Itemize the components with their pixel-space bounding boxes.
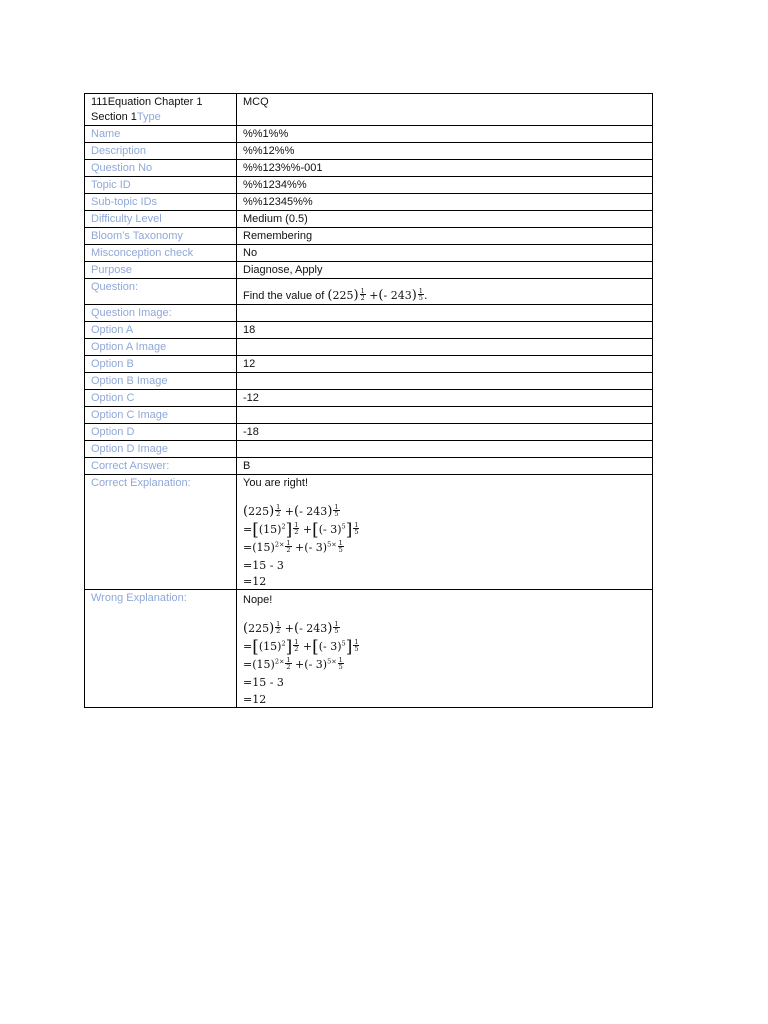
row-label: Option B Image <box>85 373 237 390</box>
frac-den: 5 <box>334 627 339 635</box>
row-label: Purpose <box>85 262 237 279</box>
correct-explanation-row <box>85 475 653 590</box>
row-value: B <box>237 458 653 475</box>
frac-num: 1 <box>334 503 339 511</box>
math-line-4: =15 - 3 <box>243 559 284 572</box>
frac-den: 5 <box>338 663 343 671</box>
exponent-fraction <box>338 657 344 670</box>
exponent-fraction <box>275 621 281 634</box>
math-exp: 2 <box>274 657 279 666</box>
math-root: 15 <box>263 523 278 536</box>
row-value <box>237 339 653 356</box>
row-label: Option B <box>85 356 237 373</box>
math-root: - 3 <box>308 658 323 671</box>
row-value: %%12345%% <box>237 194 653 211</box>
table-row <box>85 424 653 441</box>
exponent-fraction <box>293 639 299 652</box>
table-row <box>85 458 653 475</box>
frac-num: 1 <box>276 503 281 511</box>
math-base: 225 <box>248 622 270 635</box>
exponent-fraction <box>293 522 299 535</box>
row-label: Option C <box>85 390 237 407</box>
frac-den: 5 <box>334 510 339 518</box>
question-expression: (225) $\frac{1}{2}$ +(- 243) $\frac{1}{5}$ . <box>327 287 428 303</box>
math-base: 225 <box>332 289 354 302</box>
exponent-fraction <box>360 288 366 301</box>
row-value <box>237 441 653 458</box>
question-value <box>237 279 653 305</box>
row-label: Sub-topic IDs <box>85 194 237 211</box>
math-exp: 2 <box>281 639 286 648</box>
frac-den: 5 <box>354 528 359 536</box>
frac-num: 1 <box>286 656 291 664</box>
table-row <box>85 441 653 458</box>
table-row <box>85 322 653 339</box>
math-exp: 2 <box>281 522 286 531</box>
math-line-3: $=(15)^{2\times}$ $\frac{1}{2}$ +(- 3)$^{5\times}$ $\frac{1}{5}$ <box>243 656 343 671</box>
type-value: MCQ <box>237 94 653 126</box>
frac-num: 1 <box>286 539 291 547</box>
exponent-fraction <box>285 540 291 553</box>
math-line-3: $=(15)^{2\times}$ $\frac{1}{2}$ +(- 3)$^{5\times}$ $\frac{1}{5}$ <box>243 539 343 554</box>
row-label: Question No <box>85 160 237 177</box>
wrong-explanation-label: Wrong Explanation: <box>85 590 237 708</box>
frac-num: 1 <box>334 620 339 628</box>
row-value <box>237 373 653 390</box>
row-label: Description <box>85 143 237 160</box>
table-row <box>85 126 653 143</box>
frac-num: 1 <box>418 287 423 295</box>
table-row <box>85 245 653 262</box>
frac-num: 1 <box>360 287 365 295</box>
frac-num: 1 <box>294 521 299 529</box>
frac-den: 2 <box>294 528 299 536</box>
header-row <box>85 94 653 126</box>
question-text <box>243 288 646 304</box>
correct-explanation-value <box>237 475 653 590</box>
exponent-fraction <box>353 522 359 535</box>
row-label: Correct Answer: <box>85 458 237 475</box>
wrong-explanation-math <box>243 620 646 707</box>
wrong-explanation-value <box>237 590 653 708</box>
row-value: -18 <box>237 424 653 441</box>
row-value: Remembering <box>237 228 653 245</box>
exponent-fraction <box>418 288 424 301</box>
math-exp: 5 <box>341 522 346 531</box>
table-row <box>85 194 653 211</box>
frac-num: 1 <box>276 620 281 628</box>
row-label: Question Image: <box>85 305 237 322</box>
math-root: 15 <box>256 541 271 554</box>
frac-num: 1 <box>338 656 343 664</box>
math-line-1: (225) $\frac{1}{2}$ +(- 243) $\frac{1}{5}$ <box>243 503 339 519</box>
math-line-5: =12 <box>243 693 267 706</box>
row-label: Bloom’s Taxonomy <box>85 228 237 245</box>
exponent-fraction <box>333 621 339 634</box>
frac-den: 2 <box>276 510 281 518</box>
table-row <box>85 305 653 322</box>
wrong-explanation-row <box>85 590 653 708</box>
math-root: - 3 <box>323 640 338 653</box>
row-value: %%12%% <box>237 143 653 160</box>
question-prefix: Find the value of <box>243 290 325 302</box>
math-base: 225 <box>248 505 270 518</box>
exponent-fraction <box>285 657 291 670</box>
row-label: Misconception check <box>85 245 237 262</box>
row-value: -12 <box>237 390 653 407</box>
row-label: Option D Image <box>85 441 237 458</box>
row-value: Medium (0.5) <box>237 211 653 228</box>
question-row <box>85 279 653 305</box>
table-row <box>85 390 653 407</box>
math-line-2: $=[(15)^2]$ $\frac{1}{2}$ +[(- 3)$^5$] $\frac{1}{5}$ <box>243 520 359 540</box>
table-row <box>85 160 653 177</box>
row-value: 12 <box>237 356 653 373</box>
math-line-2: $=[(15)^2]$ $\frac{1}{2}$ +[(- 3)$^5$] $\frac{1}{5}$ <box>243 637 359 657</box>
frac-den: 2 <box>286 663 291 671</box>
equation-chapter-text: 111Equation Chapter 1 <box>91 96 203 108</box>
row-value <box>237 305 653 322</box>
math-line-4: =15 - 3 <box>243 676 284 689</box>
math-base: - 243 <box>383 289 412 302</box>
table-row <box>85 143 653 160</box>
exponent-fraction <box>275 504 281 517</box>
row-label: Option A <box>85 322 237 339</box>
row-value: %%1%% <box>237 126 653 143</box>
table-row <box>85 339 653 356</box>
math-exp: 5 <box>327 657 332 666</box>
frac-den: 5 <box>338 546 343 554</box>
row-label: Name <box>85 126 237 143</box>
header-label-cell <box>85 94 237 126</box>
math-base: - 243 <box>299 622 328 635</box>
frac-den: 2 <box>294 645 299 653</box>
row-value: Diagnose, Apply <box>237 262 653 279</box>
frac-den: 5 <box>354 645 359 653</box>
math-root: 15 <box>263 640 278 653</box>
row-label: Difficulty Level <box>85 211 237 228</box>
frac-num: 1 <box>354 638 359 646</box>
exponent-fraction <box>338 540 344 553</box>
frac-den: 2 <box>286 546 291 554</box>
row-label: Option D <box>85 424 237 441</box>
row-value <box>237 407 653 424</box>
row-value: %%1234%% <box>237 177 653 194</box>
math-exp: 2 <box>274 540 279 549</box>
row-label: Option C Image <box>85 407 237 424</box>
exponent-fraction <box>353 639 359 652</box>
math-line-5: =12 <box>243 575 267 588</box>
math-base: - 243 <box>299 505 328 518</box>
frac-num: 1 <box>338 539 343 547</box>
section-text: Section 1 <box>91 111 137 123</box>
row-value: 18 <box>237 322 653 339</box>
math-root: - 3 <box>308 541 323 554</box>
table-row <box>85 211 653 228</box>
math-root: - 3 <box>323 523 338 536</box>
correct-intro: You are right! <box>243 477 309 489</box>
table-row <box>85 373 653 390</box>
exponent-fraction <box>333 504 339 517</box>
frac-num: 1 <box>294 638 299 646</box>
table-row <box>85 177 653 194</box>
question-label: Question: <box>85 279 237 305</box>
wrong-intro: Nope! <box>243 594 273 606</box>
row-label: Option A Image <box>85 339 237 356</box>
frac-num: 1 <box>354 521 359 529</box>
row-label: Topic ID <box>85 177 237 194</box>
frac-den: 2 <box>276 627 281 635</box>
correct-explanation-math <box>243 503 646 589</box>
question-table <box>84 93 653 708</box>
math-root: 15 <box>256 658 271 671</box>
math-exp: 5 <box>327 540 332 549</box>
correct-explanation-label: Correct Explanation: <box>85 475 237 590</box>
frac-den: 2 <box>360 294 365 302</box>
math-exp: 5 <box>341 639 346 648</box>
table-row <box>85 262 653 279</box>
row-value: %%123%%-001 <box>237 160 653 177</box>
type-label: Type <box>136 111 161 123</box>
frac-den: 5 <box>418 294 423 302</box>
math-line-1: (225) $\frac{1}{2}$ +(- 243) $\frac{1}{5}$ <box>243 620 339 636</box>
table-row <box>85 228 653 245</box>
table-row <box>85 407 653 424</box>
row-value: No <box>237 245 653 262</box>
table-row <box>85 356 653 373</box>
